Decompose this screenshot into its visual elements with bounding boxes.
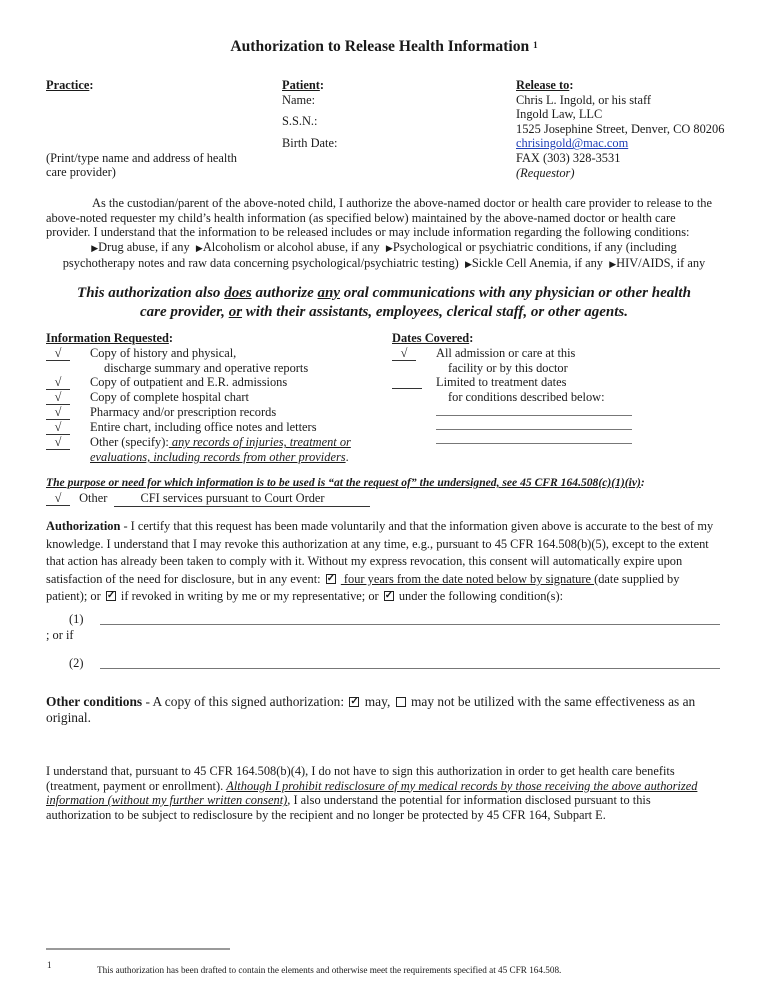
- info-item-label: Other (specify):: [90, 435, 169, 450]
- redisclosure-prohibition-continued: information (without my further written consent): [46, 793, 288, 808]
- conditions-list: [0, 240, 768, 271]
- callout-text: This authorization also: [77, 285, 225, 301]
- authorization-text: under the following condition(s):: [395, 589, 564, 604]
- other-conditions-paragraph: [46, 694, 726, 727]
- dates-item-label: All admission or care at this: [436, 345, 576, 360]
- triangle-bullet-icon: ▶: [91, 243, 99, 253]
- dates-item-label: Limited to treatment dates: [436, 375, 567, 390]
- info-item-label-continued: discharge summary and operative reports: [104, 360, 309, 375]
- condition-item-continued: psychotherapy notes and raw data concerning psychological/psychiatric testing): [62, 255, 459, 270]
- dates-item-label-continued: facility or by this doctor: [448, 360, 568, 375]
- patient-name-field[interactable]: Name:: [282, 92, 316, 107]
- other-conditions-label: Other conditions: [46, 694, 143, 709]
- oral-communications-callout: [0, 284, 768, 321]
- release-to-address: 1525 Josephine Street, Denver, CO 80206: [516, 121, 725, 136]
- triangle-bullet-icon: ▶: [609, 258, 617, 269]
- release-to-role: (Requestor): [516, 165, 575, 180]
- release-to-label: Release to: [516, 78, 570, 92]
- authorization-text: - I certify that this request has been made voluntarily and that the information given above is accurate to the best of my: [120, 519, 714, 533]
- footnote-number: 1: [47, 960, 52, 970]
- information-requested-section: [46, 331, 376, 465]
- purpose-colon: :: [640, 476, 645, 489]
- triangle-bullet-icon: ▶: [195, 243, 203, 253]
- info-item-label: Copy of outpatient and E.R. admissions: [90, 375, 288, 390]
- callout-emphasis-or: or: [228, 303, 243, 320]
- condition-2-label: (2): [69, 656, 84, 670]
- disclosure-text: , I also understand the potential for information disclosed pursuant to this: [287, 793, 651, 808]
- redisclosure-prohibition: Although I prohibit redisclosure of my medical records by those receiving the above authorized: [226, 778, 698, 793]
- info-item-label: Entire chart, including office notes and letters: [90, 420, 317, 435]
- release-to-colon: :: [569, 78, 574, 92]
- authorization-text: patient); or: [46, 589, 101, 604]
- may-label: may,: [361, 694, 391, 709]
- purpose-other-field[interactable]: CFI services pursuant to Court Order: [114, 491, 370, 507]
- condition-1-field[interactable]: [100, 624, 720, 625]
- footnote-text: This authorization has been drafted to contain the elements and otherwise meet the requirements specified at 45 CFR 164.508.: [97, 965, 562, 975]
- callout-text: authorize: [251, 285, 318, 301]
- info-item-label: Copy of complete hospital chart: [90, 390, 249, 405]
- information-requested-label: Information Requested: [46, 331, 169, 345]
- callout-emphasis-does: does: [224, 285, 252, 301]
- condition-item: Psychological or psychiatric conditions, if any (including: [392, 240, 677, 254]
- footnote-divider: [46, 948, 230, 950]
- triangle-bullet-icon: ▶: [385, 243, 393, 253]
- intro-line2: above-noted requester my child’s health information (as specified below) maintained by the above-named doctor or health care: [46, 210, 676, 225]
- practice-section: [46, 78, 266, 180]
- dates-item-label-continued: for conditions described below:: [448, 389, 605, 404]
- patient-section: [282, 78, 482, 150]
- purpose-other-row: [46, 491, 370, 507]
- authorization-text: satisfaction of the need for disclosure, but in any event:: [46, 571, 321, 586]
- history-physical-checkbox[interactable]: √: [46, 347, 70, 361]
- other-records-checkbox[interactable]: √: [46, 436, 70, 450]
- outpatient-er-checkbox[interactable]: √: [46, 376, 70, 390]
- authorization-paragraph: [46, 519, 726, 604]
- purpose-heading-text: The purpose or need for which information is to be used is “at the request of” the undersigned, see 45 CFR 164.508(c)(1)(iv): [46, 476, 641, 489]
- revoked-checkbox[interactable]: [106, 591, 116, 601]
- other-conditions-text: original.: [46, 710, 91, 726]
- practice-colon: :: [89, 78, 94, 92]
- condition-item: Alcoholism or alcohol abuse, if any: [202, 240, 380, 254]
- purpose-other-label: Other: [79, 491, 108, 505]
- other-specify-field-continued[interactable]: evaluations, including records from other providers: [90, 450, 346, 465]
- callout-text: oral communications with any physician or other health: [340, 285, 691, 301]
- authorization-text: if revoked in writing by me or my representative; or: [117, 589, 379, 604]
- release-to-name: Chris L. Ingold, or his staff: [516, 92, 652, 107]
- patient-label: Patient: [282, 78, 320, 92]
- release-to-fax: FAX (303) 328-3531: [516, 150, 621, 165]
- redisclosure-paragraph: [46, 764, 736, 822]
- authorization-text: that action has already been taken to comply with it. Without my express revocation, this consent will automatically expire upon: [46, 554, 683, 569]
- authorization-label: Authorization: [46, 519, 121, 533]
- all-admission-checkbox[interactable]: √: [392, 347, 416, 361]
- authorization-text: knowledge. I understand that I may revoke this authorization at any time, e.g., pursuant to 45 CFR 164.508(b)(5), except to the extent: [46, 536, 709, 551]
- disclosure-text: I understand that, pursuant to 45 CFR 164.508(b)(4), I do not have to sign this authorization in order to get health care benefits: [46, 764, 675, 778]
- purpose-heading: [46, 476, 645, 491]
- callout-emphasis-any: any: [317, 285, 341, 301]
- limited-dates-checkbox[interactable]: [392, 375, 422, 389]
- patient-colon: :: [319, 78, 324, 92]
- condition-1-label: (1): [69, 612, 84, 626]
- intro-line3: provider. I understand that the information to be released includes or may include information regarding the following conditions:: [46, 225, 690, 240]
- condition-dates-line-3[interactable]: [436, 443, 632, 444]
- may-checkbox[interactable]: [349, 697, 359, 707]
- intro-line1: As the custodian/parent of the above-noted child, I authorize the above-named doctor or health care provider to release to the: [92, 196, 712, 210]
- practice-note-line2: care provider): [46, 165, 116, 180]
- dates-covered-label: Dates Covered: [392, 331, 470, 345]
- document-title: [0, 40, 768, 56]
- other-conditions-text: - A copy of this signed authorization:: [142, 694, 345, 709]
- entire-chart-checkbox[interactable]: √: [46, 421, 70, 435]
- expiry-field[interactable]: four years from the date noted below by signature: [340, 571, 595, 586]
- triangle-bullet-icon: ▶: [464, 258, 472, 269]
- patient-birth-date-field[interactable]: Birth Date:: [282, 135, 338, 150]
- may-not-label: may not be utilized with the same effectiveness as an: [407, 694, 696, 709]
- or-if-text: ; or if: [46, 628, 74, 642]
- condition-item: HIV/AIDS, if any: [616, 255, 706, 270]
- intro-paragraph: [46, 196, 726, 240]
- condition-dates-line-2[interactable]: [436, 429, 632, 430]
- authorization-text: (date supplied by: [594, 571, 680, 586]
- dates-covered-colon: :: [469, 331, 474, 345]
- practice-label: Practice: [46, 78, 90, 92]
- disclosure-text: (treatment, payment or enrollment).: [46, 778, 227, 793]
- information-requested-colon: :: [168, 331, 174, 345]
- patient-ssn-field[interactable]: S.S.N.:: [282, 114, 318, 129]
- purpose-other-checkbox[interactable]: √: [46, 492, 70, 506]
- title-text: Authorization to Release Health Information: [230, 38, 530, 55]
- condition-2-field[interactable]: [100, 668, 720, 669]
- may-not-checkbox[interactable]: [396, 697, 406, 707]
- other-specify-field[interactable]: any records of injuries, treatment or: [168, 435, 351, 450]
- practice-field[interactable]: [46, 93, 266, 151]
- hospital-chart-checkbox[interactable]: √: [46, 391, 70, 405]
- release-to-section: [516, 78, 756, 180]
- pharmacy-records-checkbox[interactable]: √: [46, 406, 70, 420]
- condition-item: Sickle Cell Anemia, if any: [471, 255, 603, 270]
- release-to-email-link[interactable]: chrisingold@mac.com: [516, 136, 629, 151]
- title-footnote-ref[interactable]: 1: [533, 40, 538, 50]
- release-to-firm: Ingold Law, LLC: [516, 107, 603, 122]
- condition-dates-line-1[interactable]: [436, 415, 632, 416]
- practice-note-line1: (Print/type name and address of health: [46, 150, 237, 165]
- disclosure-text: authorization to be subject to redisclosure by the recipient and no longer be protected by 45 CFR 164, Subpart E.: [46, 807, 606, 822]
- callout-text: with their assistants, employees, clerical staff, or other agents.: [242, 303, 629, 320]
- info-item-label: Pharmacy and/or prescription records: [90, 405, 277, 420]
- condition-item: Drug abuse, if any: [98, 240, 190, 254]
- period: .: [345, 450, 349, 465]
- dates-covered-section: [392, 331, 692, 404]
- callout-text: care provider,: [139, 303, 229, 320]
- info-item-label: Copy of history and physical,: [90, 345, 237, 360]
- conditions-checkbox[interactable]: [384, 591, 394, 601]
- expiry-checkbox[interactable]: [326, 574, 336, 584]
